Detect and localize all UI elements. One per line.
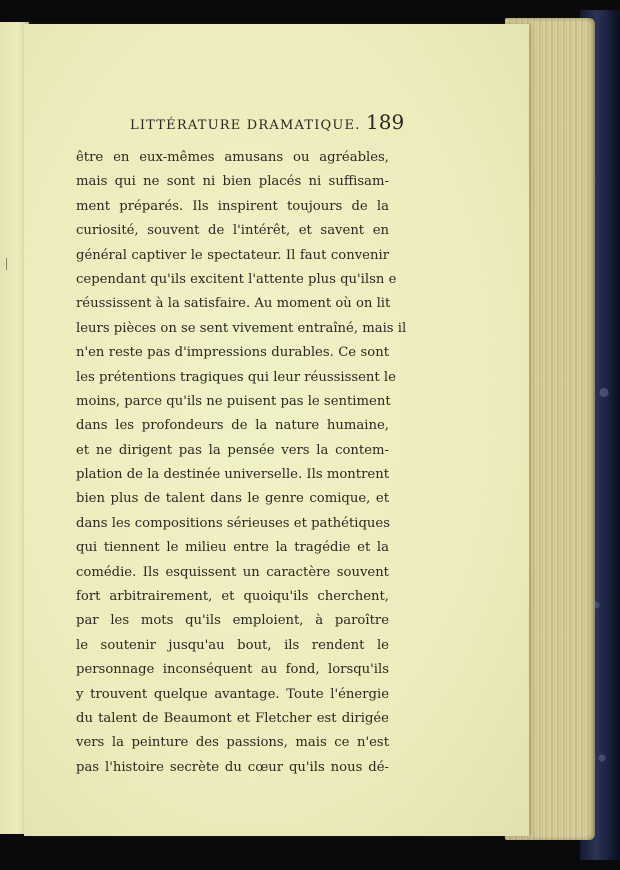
text-line: plation de la destinée universelle. Ils montrent	[76, 467, 389, 483]
text-line: être en eux-mêmes amusans ou agréables,	[76, 150, 389, 165]
text-line: vers la peinture des passions, mais ce n'est	[76, 735, 389, 751]
text-line: général captiver le spectateur. Il faut convenir	[76, 247, 389, 263]
text-line: par les mots qu'ils emploient, à paroître	[76, 613, 389, 629]
text-line: cependant qu'ils excitent l'attente plus qu'ilsn e	[76, 271, 397, 287]
text-line: et ne dirigent pas la pensée vers la contem-	[76, 442, 389, 458]
text-line: qui tiennent le milieu entre la tragédie et la	[76, 540, 389, 556]
text-line: réussissent à la satisfaire. Au moment où on lit	[76, 296, 391, 312]
text-line: curiosité, souvent de l'intérêt, et savent en	[76, 223, 389, 239]
text-line: fort arbitrairement, et quoiqu'ils cherchent,	[76, 589, 389, 605]
body-text	[76, 146, 407, 780]
text-line: ment préparés. Ils inspirent toujours de la	[76, 198, 389, 214]
text-line: personnage inconséquent au fond, lorsqu'ils	[76, 662, 389, 678]
text-line: moins, parce qu'ils ne puisent pas le sentiment	[76, 393, 391, 409]
page-number: 189	[366, 110, 405, 134]
text-line: le soutenir jusqu'au bout, ils rendent le	[76, 637, 389, 653]
text-line: dans les compositions sérieuses et pathétiques	[76, 515, 390, 531]
text-line: mais qui ne sont ni bien placés ni suffisam-	[76, 174, 389, 190]
text-line: n'en reste pas d'impressions durables. Ce sont	[76, 345, 389, 361]
text-line: du talent de Beaumont et Fletcher est dirigée	[76, 710, 389, 726]
text-line: y trouvent quelque avantage. Toute l'énergie	[76, 686, 389, 702]
text-line: bien plus de talent dans le genre comique, et	[76, 491, 389, 507]
margin-mark	[6, 258, 7, 270]
text-line: pas l'histoire secrète du cœur qu'ils nous dé-	[76, 759, 389, 775]
text-line: leurs pièces on se sent vivement entraîné, mais il	[76, 320, 407, 336]
text-line: les prétentions tragiques qui leur réussissent le	[76, 369, 396, 385]
running-header: LITTÉRATURE DRAMATIQUE.	[130, 118, 361, 133]
text-line: dans les profondeurs de la nature humaine,	[76, 418, 389, 434]
text-line: comédie. Ils esquissent un caractère souvent	[76, 564, 389, 580]
